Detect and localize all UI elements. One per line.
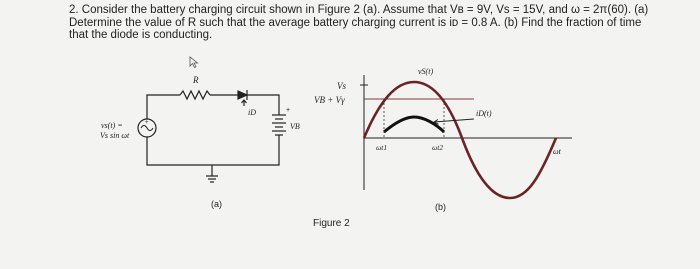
current-label: iD [248, 108, 256, 117]
problem-line-3: that the diode is conducting. [69, 29, 213, 41]
battery-plus-sign: + [286, 107, 291, 114]
source-label-line1: vs(t) = [101, 121, 123, 130]
svg-text:+: + [145, 120, 149, 126]
source-label-line2: Vs sin ωt [100, 131, 130, 140]
panel-a-label: (a) [211, 199, 222, 209]
resistor-label: R [193, 75, 199, 85]
figure-caption: Figure 2 [313, 218, 350, 229]
vs-peak-label: Vs [337, 81, 346, 91]
id-t-label: iD(t) [476, 109, 492, 118]
diode-current-curve [384, 117, 444, 132]
t1-label: ωt1 [376, 143, 388, 152]
t2-label: ωt2 [432, 143, 444, 152]
resistor-symbol [180, 91, 210, 99]
problem-line-2: Determine the value of R such that the average battery charging current is iᴅ = 0.8 A. (b) Find the fraction of time [69, 16, 642, 29]
diode-symbol [238, 90, 247, 100]
panel-b-label: (b) [435, 202, 446, 212]
cursor-icon [190, 57, 198, 68]
waveform-plot [360, 75, 572, 198]
vs-t-label: vS(t) [418, 67, 434, 76]
ac-source-symbol [138, 119, 156, 137]
threshold-label: VB + Vγ [314, 95, 345, 105]
battery-label: VB [290, 122, 300, 131]
problem-line-1: 2. Consider the battery charging circuit shown in Figure 2 (a). Assume that Vʙ = 9V, Vs = 15V, and ω = 2π(60). (a) [69, 4, 649, 16]
battery-symbol [272, 115, 286, 135]
x-axis-label: ωt [553, 147, 561, 156]
circuit-diagram [147, 90, 286, 182]
